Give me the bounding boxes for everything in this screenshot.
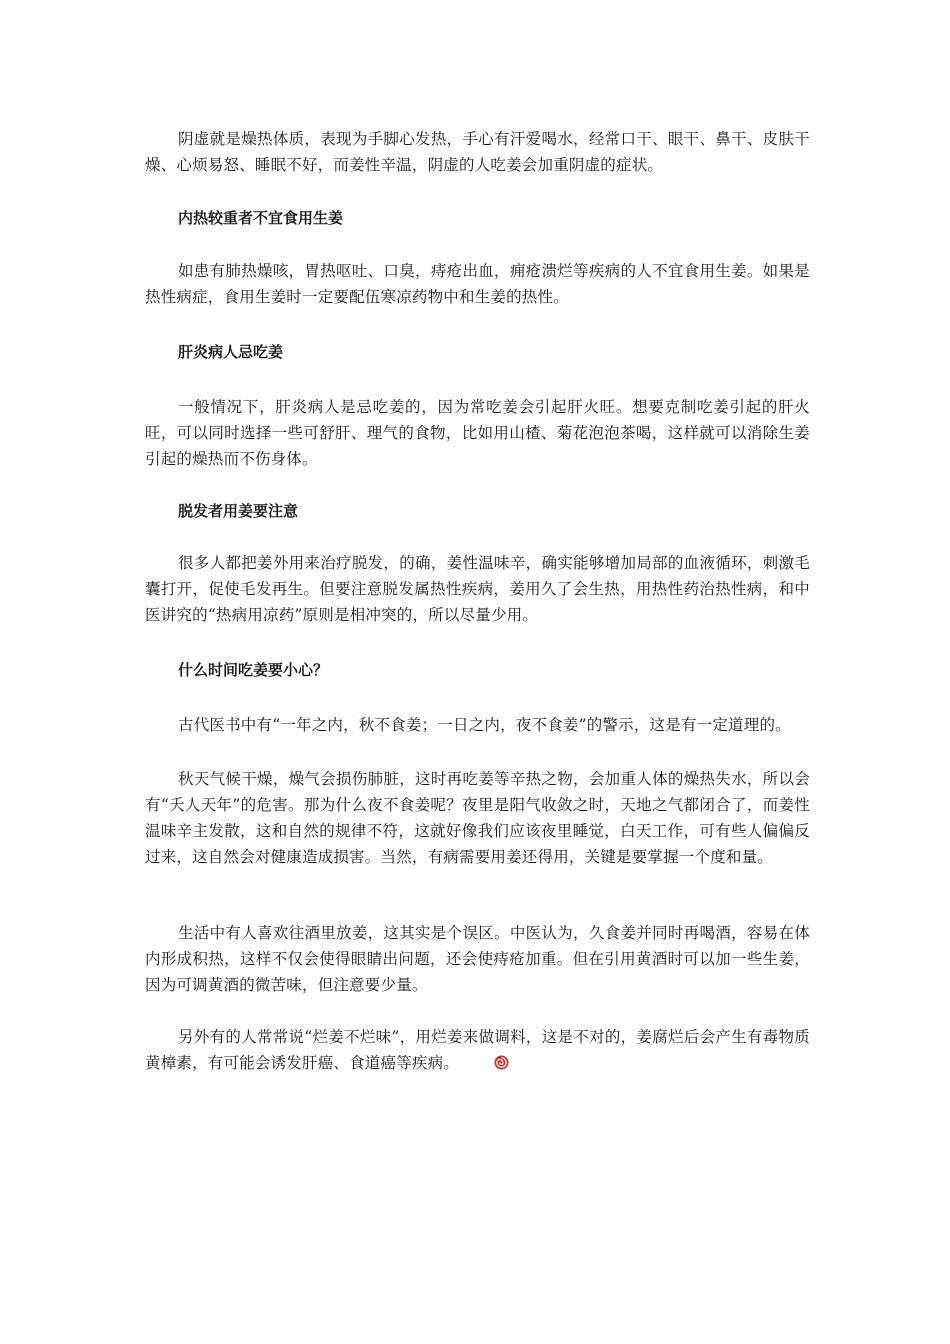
paragraph-hair-loss: 很多人都把姜外用来治疗脱发，的确，姜性温味辛，确实能够增加局部的血液循环，刺激毛囊打开，促使毛发再生。但要注意脱发属热性疾病，姜用久了会生热，用热性药治热性病，和中医讲究的“热病用凉药”原则是相冲突的，所以尽量少用。 <box>145 554 810 624</box>
paragraph-internal-heat: 如患有肺热燥咳，胃热呕吐、口臭，痔疮出血，痈疮溃烂等疾病的人不宜食用生姜。如果是热性病症，食用生姜时一定要配伍寒凉药物中和生姜的热性。 <box>145 262 810 306</box>
paragraph-autumn-night: 秋天气候干燥，燥气会损伤肺脏，这时再吃姜等辛热之物，会加重人体的燥热失水，所以会有“夭人天年”的危害。那为什么夜不食姜呢？夜里是阳气收敛之时，天地之气都闭合了，而姜性温味辛主发散，这和自然的规律不符，这就好像我们应该夜里睡觉，白天工作，可有些人偏偏反过来，这自然会对健康造成损害。当然，有病需要用姜还得用，关键是要掌握一个度和量。 <box>145 770 810 866</box>
swirl-logo-icon <box>461 1052 476 1067</box>
heading-hair-loss: 脱发者用姜要注意 <box>178 502 299 520</box>
paragraph-wine-ginger: 生活中有人喜欢往酒里放姜，这其实是个误区。中医认为，久食姜并同时再喝酒，容易在体内形成积热，这样不仅会使得眼睛出问题，还会使痔疮加重。但在引用黄酒时可以加一些生姜，因为可调黄酒的微苦味，但注意要少量。 <box>145 924 810 994</box>
paragraph-rotten-ginger <box>145 1024 810 1076</box>
paragraph-yin-deficiency: 阴虚就是燥热体质，表现为手脚心发热，手心有汗爱喝水，经常口干、眼干、鼻干、皮肤干燥、心烦易怒、睡眠不好，而姜性辛温，阴虚的人吃姜会加重阴虚的症状。 <box>145 130 810 174</box>
heading-internal-heat: 内热较重者不宜食用生姜 <box>178 209 344 227</box>
heading-hepatitis: 肝炎病人忌吃姜 <box>178 343 284 361</box>
paragraph-hepatitis: 一般情况下，肝炎病人是忌吃姜的，因为常吃姜会引起肝火旺。想要克制吃姜引起的肝火旺，可以同时选择一些可舒肝、理气的食物，比如用山楂、菊花泡泡茶喝，这样就可以消除生姜引起的燥热而不伤身体。 <box>145 398 810 468</box>
paragraph-rotten-ginger-text: 另外有的人常常说“烂姜不烂味”，用烂姜来做调料，这是不对的，姜腐烂后会产生有毒物质黄樟素，有可能会诱发肝癌、食道癌等疾病。 <box>145 1028 810 1072</box>
heading-when-careful: 什么时间吃姜要小心？ <box>178 661 329 679</box>
paragraph-ancient-books: 古代医书中有“一年之内，秋不食姜；一日之内，夜不食姜”的警示，这是有一定道理的。 <box>178 716 791 734</box>
